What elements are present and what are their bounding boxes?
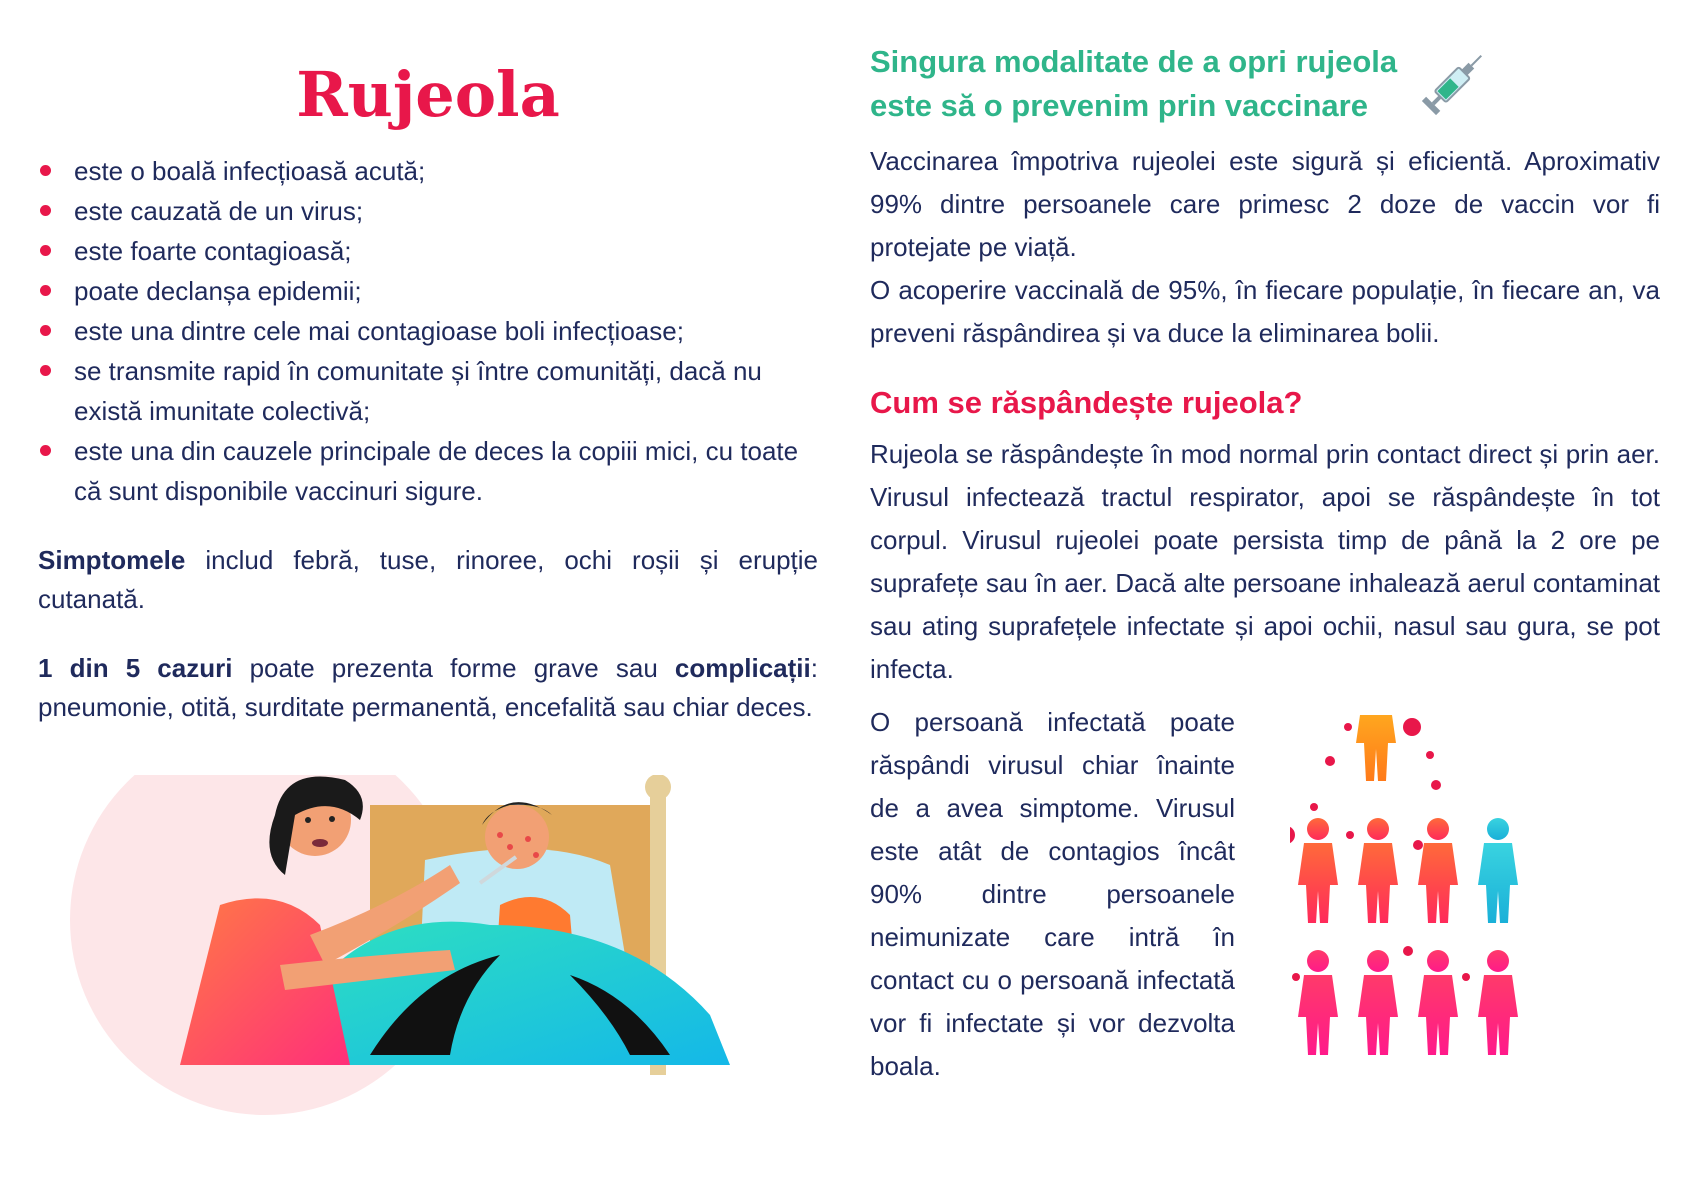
child-head xyxy=(485,805,549,869)
fact-item: este una dintre cele mai contagioase boli infecțioase; xyxy=(38,311,818,351)
fact-item: este o boală infecțioasă acută; xyxy=(38,151,818,191)
fact-item: poate declanșa epidemii; xyxy=(38,271,818,311)
page-title: Rujeola xyxy=(296,58,560,131)
vaccine-paragraph-1: Vaccinarea împotriva rujeolei este sigură și eficientă. Aproximativ 99% dintre persoanele care primesc 2 doze de vaccin vor fi protejate pe viață. xyxy=(870,146,1660,262)
fact-item: este una din cauzele principale de deces la copiii mici, cu toate că sunt disponibile vaccinuri sigure. xyxy=(38,431,818,511)
vaccine-heading-line1: Singura modalitate de a opri rujeola xyxy=(870,44,1398,79)
vaccine-paragraph-2: O acoperire vaccinală de 95%, în fiecare populație, în fiecare an, va preveni răspândirea și va duce la eliminarea bolii. xyxy=(870,275,1660,348)
vaccine-heading-line2: este să o prevenim prin vaccinare xyxy=(870,88,1368,123)
facts-list xyxy=(38,151,818,511)
spread-paragraph-2: O persoană infectată poate răspândi virusul chiar înainte de a avea simptome. Virusul este atât de contagios încât 90% dintre persoanele neimunizate care intră în contact cu o persoană infectată vor fi infectate și vor dezvolta boala. xyxy=(870,707,1235,1081)
spread-paragraph-1: Rujeola se răspândește în mod normal prin contact direct și prin aer. Virusul infectează tractul respirator, apoi se răspândește în tot corpul. Virusul rujeolei poate persista timp de până la 2 ore pe suprafețe sau în aer. Dacă alte persoane inhalează aerul contaminat sau ating suprafețele infectate și apoi ochii, nasul sau gura, se pot infecta. xyxy=(870,439,1660,684)
complications-label: complicații xyxy=(674,653,811,683)
symptoms-text: includ febră, tuse, rinoree, ochi roșii și erupție cutanată. xyxy=(38,545,818,614)
cases-label: 1 din 5 cazuri xyxy=(38,653,233,683)
complications-mid: poate prezenta forme grave sau xyxy=(232,653,675,683)
complications-text: : pneumonie, otită, surditate permanentă, encefalită sau chiar deces. xyxy=(38,653,818,722)
fact-item: este foarte contagioasă; xyxy=(38,231,818,271)
left-column xyxy=(38,40,818,727)
infection-spread-illustration xyxy=(1290,715,1670,1145)
symptoms-label: Simptomele xyxy=(38,545,186,575)
vaccine-text xyxy=(870,140,1660,355)
spread-heading: Cum se răspândește rujeola? xyxy=(870,385,1303,420)
vaccine-heading-row xyxy=(870,40,1660,128)
syringe-icon xyxy=(1413,44,1493,124)
symptoms-paragraph xyxy=(38,541,818,619)
fact-item: este cauzată de un virus; xyxy=(38,191,818,231)
complications-paragraph xyxy=(38,649,818,727)
sick-child-illustration xyxy=(70,775,795,1155)
fact-item: se transmite rapid în comunitate și între comunități, dacă nu există imunitate colectivă; xyxy=(38,351,818,431)
